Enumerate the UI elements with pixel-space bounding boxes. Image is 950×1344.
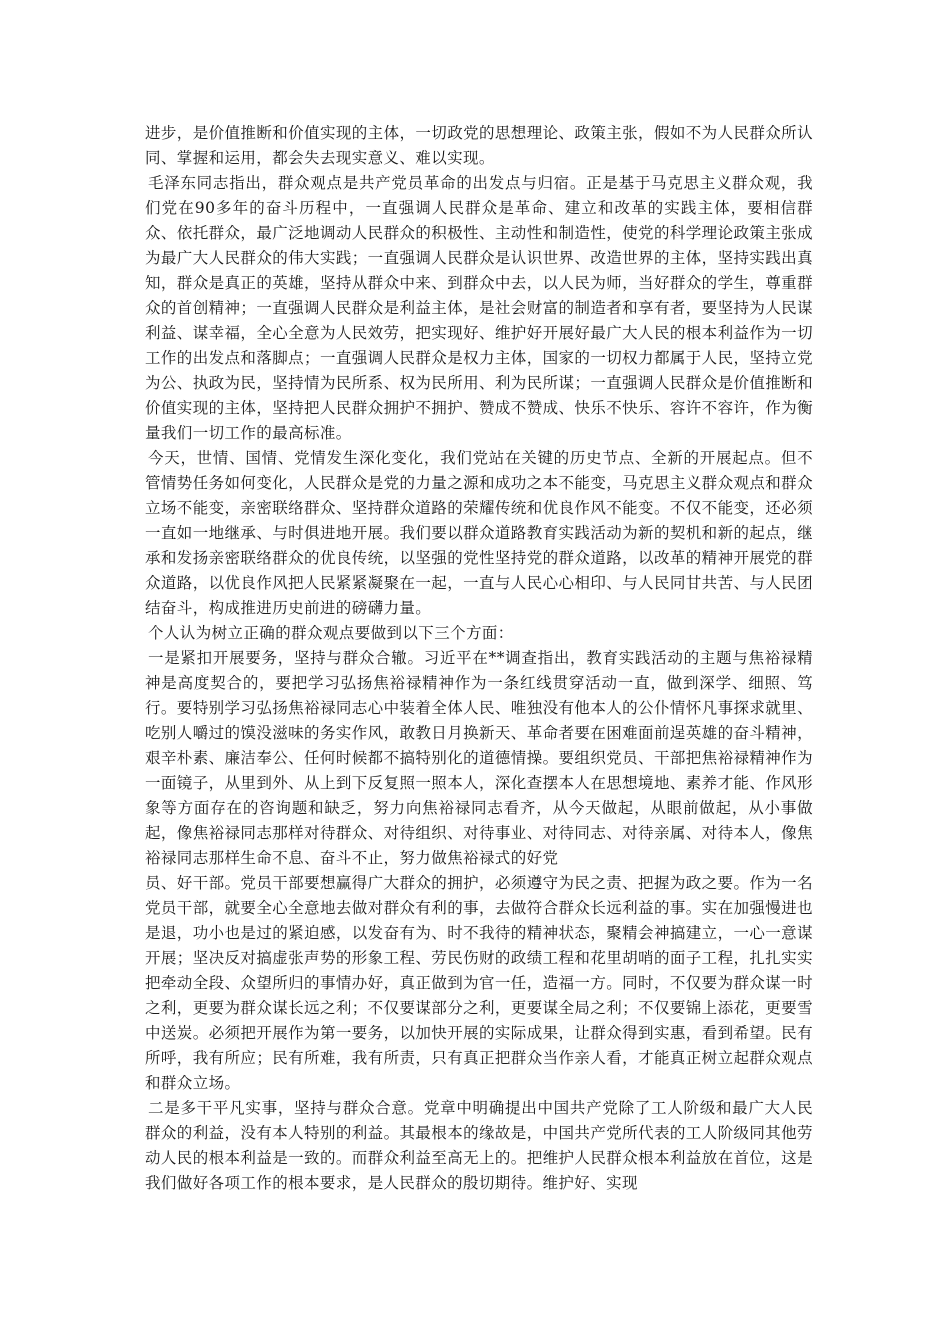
paragraph-three-aspects-intro: 个人认为树立正确的群众观点要做到以下三个方面： — [148, 624, 514, 642]
document-body — [145, 121, 813, 1196]
paragraph-point-two: 二是多干平凡实事，坚持与群众合意。党章中明确提出中国共产党除了工人阶级和最广大人民群众的利益，没有本人特别的利益。其最根本的缘故是，中国共产党所代表的工人阶级同其他劳动人民的根本利益是一致的。而群众利益至高无上的。把维护人民群众根本利益放在首位，这是我们做好各项工作的根本要求，是人民群众的殷切期待。维护好、实现 — [145, 1099, 813, 1192]
paragraph-intro-continuation: 进步，是价值推断和价值实现的主体，一切政党的思想理论、政策主张，假如不为人民群众所认同、掌握和运用，都会失去现实意义、难以实现。 — [145, 124, 813, 167]
paragraph-mao-mass-viewpoint: 毛泽东同志指出，群众观点是共产党员革命的出发点与归宿。正是基于马克思主义群众观，我们党在90多年的奋斗历程中，一直强调人民群众是革命、建立和改革的实践主体，要相信群众、依托群众，最广泛地调动人民群众的积极性、主动性和制造性，使党的科学理论政策主张成为最广大人民群众的伟大实践；一直强调人民群众是认识世界、改造世界的主体，坚持实践出真知，群众是真正的英雄，坚持从群众中来、到群众中去，以人民为师，当好群众的学生，尊重群众的首创精神；一直强调人民群众是利益主体，是社会财富的制造者和享有者，要坚持为人民谋利益、谋幸福，全心全意为人民效劳，把实现好、维护好开展好最广大人民的根本利益作为一切工作的出发点和落脚点；一直强调人民群众是权力主体，国家的一切权力都属于人民，坚持立党为公、执政为民，坚持情为民所系、权为民所用、利为民所谋；一直强调人民群众是价值推断和价值实现的主体，坚持把人民群众拥护不拥护、赞成不赞成、快乐不快乐、容许不容许，作为衡量我们一切工作的最高标准。 — [145, 174, 813, 442]
paragraph-point-one-continued: 员、好干部。党员干部要想赢得广大群众的拥护，必须遵守为民之责、把握为政之要。作为一名党员干部，就要全心全意地去做对群众有利的事，去做符合群众长远利益的事。实在加强慢进也是退，功小也是过的紧迫感，以发奋有为、时不我待的精神状态，聚精会神搞建立，一心一意谋开展；坚决反对搞虚张声势的形象工程、劳民伤财的政绩工程和花里胡哨的面子工程，扎扎实实把牵动全段、众望所归的事情办好，真正做到为官一任，造福一方。同时，不仅要为群众谋一时之利，更要为群众谋长远之利；不仅要谋部分之利，更要谋全局之利；不仅要锦上添花，更要雪中送炭。必须把开展作为第一要务，以加快开展的实际成果，让群众得到实惠，看到希望。民有所呼，我有所应；民有所难，我有所责，只有真正把群众当作亲人看，才能真正树立起群众观点和群众立场。 — [145, 874, 813, 1092]
paragraph-point-one: 一是紧扣开展要务，坚持与群众合辙。习近平在**调查指出，教育实践活动的主题与焦裕禄精神是高度契合的，要把学习弘扬焦裕禄精神作为一条红线贯穿活动一直，做到深学、细照、笃行。要特别学习弘扬焦裕禄同志心中装着全体人民、唯独没有他本人的公仆情怀凡事探求就里、吃别人嚼过的馍没滋味的务实作风，敢教日月换新天、革命者要在困难面前逞英雄的奋斗精神，艰辛朴素、廉洁奉公、任何时候都不搞特别化的道德情操。要组织党员、干部把焦裕禄精神作为一面镜子，从里到外、从上到下反复照一照本人，深化查摆本人在思想境地、素养才能、作风形象等方面存在的咨询题和缺乏，努力向焦裕禄同志看齐，从今天做起，从眼前做起，从小事做起，像焦裕禄同志那样对待群众、对待组织、对待事业、对待同志、对待亲属、对待本人，像焦裕禄同志那样生命不息、奋斗不止，努力做焦裕禄式的好党 — [145, 649, 813, 867]
paragraph-today-situation: 今天，世情、国情、党情发生深化变化，我们党站在关键的历史节点、全新的开展起点。但不管情势任务如何变化，人民群众是党的力量之源和成功之本不能变，马克思主义群众观点和群众立场不能变，亲密联络群众、坚持群众道路的荣耀传统和优良作风不能变。不仅不能变，还必须一直如一地继承、与时俱进地开展。我们要以群众道路教育实践活动为新的契机和新的起点，继承和发扬亲密联络群众的优良传统，以坚强的党性坚持党的群众道路，以改革的精神开展党的群众道路，以优良作风把人民紧紧凝聚在一起，一直与人民心心相印、与人民同甘共苦、与人民团结奋斗，构成推进历史前进的磅礴力量。 — [145, 449, 813, 617]
